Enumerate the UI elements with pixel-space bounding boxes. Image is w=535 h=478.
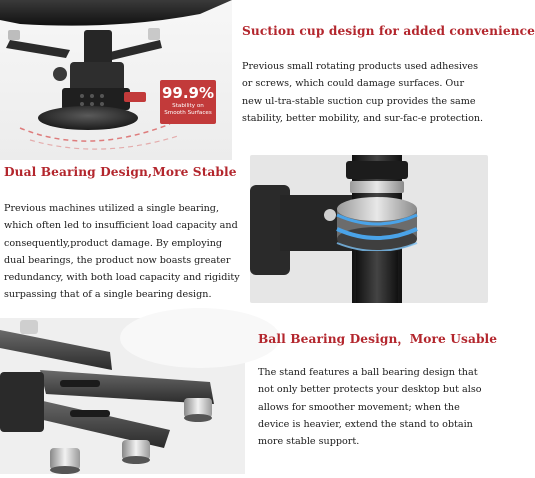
suction-cup-image (0, 0, 232, 160)
bearing-illustration (250, 155, 488, 303)
section-heading-ball-bearing: Ball Bearing Design，More Usable (258, 332, 498, 346)
stand-base-illustration (0, 318, 245, 474)
section-heading-suction-cup: Suction cup design for added convenience (242, 24, 535, 38)
section-body-ball-bearing: The stand features a ball bearing design that not only better protects your desktop but also allows for smoother movement; when the device is heavier, extend the stand to obtain more stable support. (258, 367, 482, 448)
stand-base-image (0, 318, 245, 474)
badge-caption: Stability on Smooth Surfaces (164, 103, 212, 116)
section-body-dual-bearing: Previous machines utilized a single bearing, which often led to insufficient load capacity and consequently,product damage. By employing dual bearings, the product now boasts greater redundancy, with both load capacity and rigidity surpassing that of a single bearing design. (4, 203, 240, 301)
stability-badge (160, 80, 216, 124)
section-body-suction-cup: Previous small rotating products used adhesives or screws, which could damage surfaces. Our new ul-tra-stable suction cup provides the same stability, better mobility, and sur-fac-e protection. (242, 61, 484, 124)
bearing-image (250, 155, 488, 303)
section-heading-dual-bearing: Dual Bearing Design,More Stable (4, 165, 237, 179)
badge-value: 99.9% (161, 84, 215, 102)
